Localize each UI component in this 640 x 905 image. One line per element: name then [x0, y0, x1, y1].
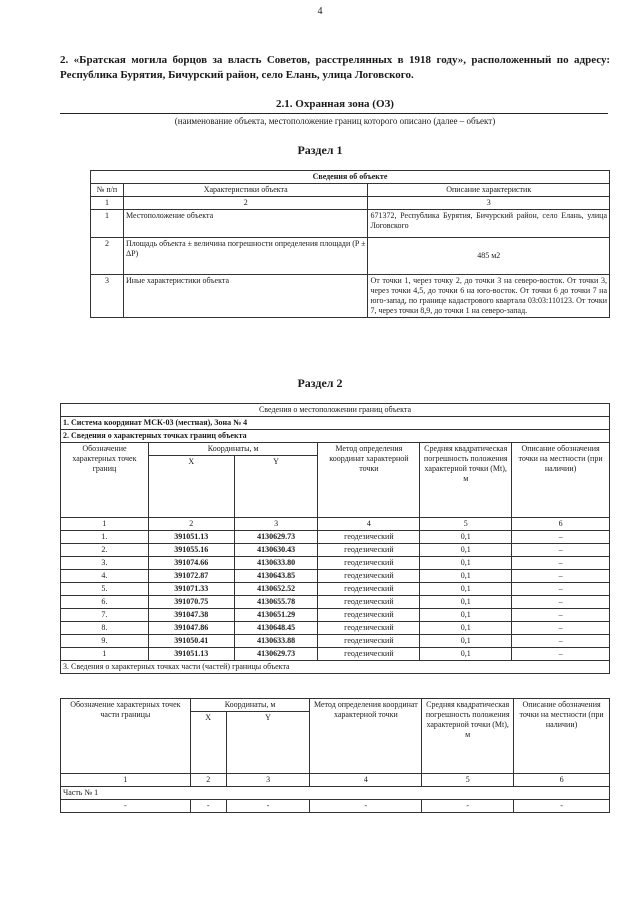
point-id: 9.	[61, 635, 149, 648]
points-section-title: 2. Сведения о характерных точках границ объекта	[61, 430, 610, 443]
point-y: 4130633.80	[234, 557, 318, 570]
col-num: 1	[61, 774, 191, 787]
point-x: 391051.13	[148, 648, 234, 661]
point-method: геодезический	[318, 635, 420, 648]
col-num: 3	[368, 197, 610, 210]
object-info-table-title: Сведения об объекте	[91, 171, 610, 184]
point-id: 1.	[61, 531, 149, 544]
point-error: 0,1	[420, 648, 512, 661]
table-row	[61, 622, 610, 635]
col-header-characteristic: Характеристики объекта	[123, 184, 368, 197]
part-cell: -	[422, 800, 514, 813]
col-header-point: Обозначение характерных точек границ	[61, 443, 149, 518]
row-number: 1	[91, 210, 124, 238]
point-error: 0,1	[420, 583, 512, 596]
row-characteristic: Площадь объекта ± величина погрешности определения площади (P ± ΔP)	[123, 238, 368, 275]
table-row	[61, 544, 610, 557]
row-number: 3	[91, 275, 124, 318]
point-y: 4130648.45	[234, 622, 318, 635]
point-x: 391071.33	[148, 583, 234, 596]
point-method: геодезический	[318, 570, 420, 583]
point-description: –	[512, 635, 610, 648]
point-description: –	[512, 648, 610, 661]
col-num: 2	[123, 197, 368, 210]
table-row	[61, 609, 610, 622]
point-method: геодезический	[318, 609, 420, 622]
document-heading: 2. «Братская могила борцов за власть Советов, расстрелянных в 1918 году», расположенный по адресу: Республика Бурятия, Бичурский район, село Елань, улица Логовского.	[60, 54, 610, 81]
table-row	[61, 557, 610, 570]
coordinate-system: 1. Система координат МСК-03 (местная), Зона № 4	[61, 417, 610, 430]
point-description: –	[512, 570, 610, 583]
row-characteristic: Иные характеристики объекта	[123, 275, 368, 318]
part-boundary-table	[60, 698, 610, 813]
point-method: геодезический	[318, 557, 420, 570]
point-error: 0,1	[420, 609, 512, 622]
col-header-coordinates: Координаты, м	[148, 443, 318, 456]
point-error: 0,1	[420, 622, 512, 635]
col-header-error: Средняя квадратическая погрешность положения характерной точки (Mt), м	[422, 699, 514, 774]
point-y: 4130633.88	[234, 635, 318, 648]
table-row	[91, 238, 610, 275]
point-method: геодезический	[318, 648, 420, 661]
table-row	[91, 210, 610, 238]
point-method: геодезический	[318, 531, 420, 544]
col-header-method: Метод определения координат характерной точки	[318, 443, 420, 518]
point-y: 4130655.78	[234, 596, 318, 609]
section-2-title: Раздел 2	[297, 376, 343, 390]
point-method: геодезический	[318, 596, 420, 609]
col-header-part-point: Обозначение характерных точек части границы	[61, 699, 191, 774]
col-num: 6	[512, 518, 610, 531]
object-info-table	[90, 170, 610, 318]
parts-section-title: 3. Сведения о характерных точках части (частей) границы объекта	[61, 661, 610, 674]
point-id: 5.	[61, 583, 149, 596]
col-header-y: Y	[226, 712, 310, 774]
col-header-x: X	[190, 712, 226, 774]
col-header-point-description: Описание обозначения точки на местности (при наличии)	[514, 699, 610, 774]
row-characteristic: Местоположение объекта	[123, 210, 368, 238]
point-error: 0,1	[420, 557, 512, 570]
point-y: 4130652.52	[234, 583, 318, 596]
point-description: –	[512, 609, 610, 622]
part-label: Часть № 1	[61, 787, 610, 800]
col-num: 2	[148, 518, 234, 531]
table-row	[61, 570, 610, 583]
col-header-coordinates: Координаты, м	[190, 699, 310, 712]
table-row	[61, 583, 610, 596]
col-header-point-description: Описание обозначения точки на местности (при наличии)	[512, 443, 610, 518]
part-cell: -	[514, 800, 610, 813]
col-header-description: Описание характеристик	[368, 184, 610, 197]
point-id: 7.	[61, 609, 149, 622]
point-x: 391074.66	[148, 557, 234, 570]
row-description: 671372, Республика Бурятия, Бичурский район, село Елань, улица Логовского	[368, 210, 610, 238]
point-method: геодезический	[318, 622, 420, 635]
point-description: –	[512, 531, 610, 544]
row-description: От точки 1, через точку 2, до точки 3 на северо-восток. От точки 3, через точки 4,5, до точки 6 на юго-восток. От точки 6 до точки 7 на юго-запад, по границе кадастрового квартала 03:03:110123. От точки 7, через точки 8,9, до точки 1 на северо-запад.	[368, 275, 610, 318]
point-description: –	[512, 544, 610, 557]
table-row	[61, 635, 610, 648]
point-x: 391047.86	[148, 622, 234, 635]
point-y: 4130630.43	[234, 544, 318, 557]
col-header-x: X	[148, 456, 234, 518]
table-row	[91, 275, 610, 318]
col-num: 4	[318, 518, 420, 531]
point-error: 0,1	[420, 544, 512, 557]
section-1-title: Раздел 1	[297, 143, 343, 157]
col-num: 3	[234, 518, 318, 531]
page-number: 4	[317, 6, 323, 17]
col-num: 4	[310, 774, 422, 787]
col-num: 3	[226, 774, 310, 787]
boundary-table	[60, 403, 610, 674]
table-row	[61, 648, 610, 661]
point-id: 4.	[61, 570, 149, 583]
point-id: 2.	[61, 544, 149, 557]
point-x: 391070.75	[148, 596, 234, 609]
point-id: 6.	[61, 596, 149, 609]
point-description: –	[512, 557, 610, 570]
subheading-note: (наименование объекта, местоположение границ которого описано (далее – объект)	[174, 116, 496, 126]
point-y: 4130643.85	[234, 570, 318, 583]
point-x: 391072.87	[148, 570, 234, 583]
row-number: 2	[91, 238, 124, 275]
col-header-method: Метод определения координат характерной точки	[310, 699, 422, 774]
part-cell: -	[61, 800, 191, 813]
part-cell: -	[310, 800, 422, 813]
boundary-table-title: Сведения о местоположении границ объекта	[61, 404, 610, 417]
point-description: –	[512, 583, 610, 596]
point-id: 1	[61, 648, 149, 661]
col-num: 2	[190, 774, 226, 787]
point-id: 8.	[61, 622, 149, 635]
point-error: 0,1	[420, 596, 512, 609]
subheading: 2.1. Охранная зона (ОЗ)	[276, 98, 394, 110]
col-num: 5	[422, 774, 514, 787]
col-num: 6	[514, 774, 610, 787]
point-description: –	[512, 596, 610, 609]
point-method: геодезический	[318, 544, 420, 557]
col-num: 5	[420, 518, 512, 531]
point-x: 391051.13	[148, 531, 234, 544]
point-method: геодезический	[318, 583, 420, 596]
point-x: 391047.38	[148, 609, 234, 622]
point-id: 3.	[61, 557, 149, 570]
table-row	[61, 531, 610, 544]
point-y: 4130629.73	[234, 648, 318, 661]
point-error: 0,1	[420, 635, 512, 648]
col-num: 1	[91, 197, 124, 210]
row-description: 485 м2	[368, 238, 610, 275]
col-num: 1	[61, 518, 149, 531]
col-header-error: Средняя квадратическая погрешность положения характерной точки (Mt), м	[420, 443, 512, 518]
point-x: 391050.41	[148, 635, 234, 648]
point-y: 4130629.73	[234, 531, 318, 544]
table-row	[61, 800, 610, 813]
point-description: –	[512, 622, 610, 635]
subheading-underline	[60, 113, 608, 114]
col-header-num: № п/п	[91, 184, 124, 197]
point-error: 0,1	[420, 570, 512, 583]
part-cell: -	[226, 800, 310, 813]
part-cell: -	[190, 800, 226, 813]
point-error: 0,1	[420, 531, 512, 544]
table-row	[61, 596, 610, 609]
col-header-y: Y	[234, 456, 318, 518]
point-y: 4130651.29	[234, 609, 318, 622]
point-x: 391055.16	[148, 544, 234, 557]
